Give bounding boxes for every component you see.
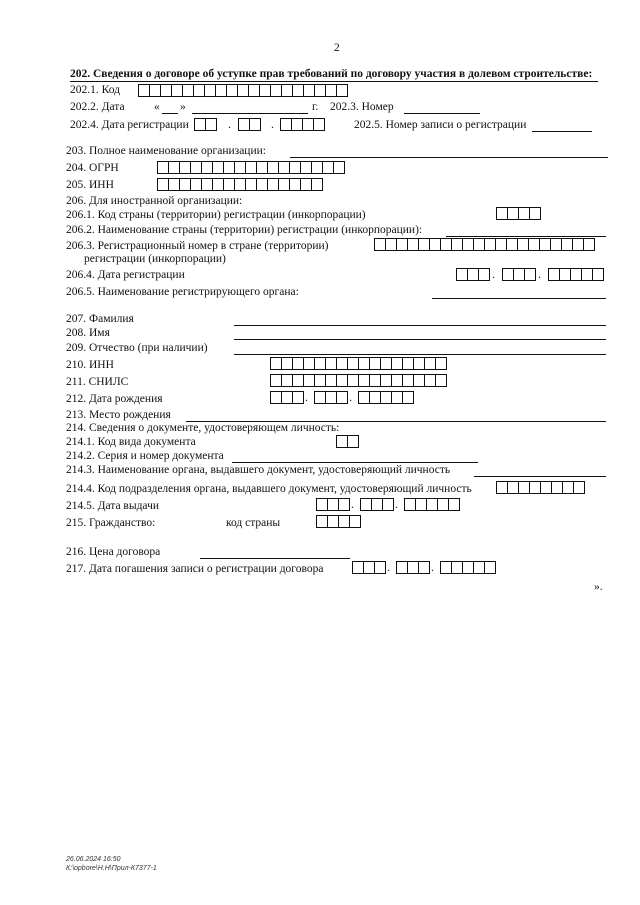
repayment-date-dot-1: .: [387, 560, 390, 574]
snils-label: 211. СНИЛС: [66, 376, 129, 388]
first-name-label: 208. Имя: [66, 327, 110, 339]
issue-date-label: 214.5. Дата выдачи: [66, 500, 160, 512]
page-number: 2: [334, 42, 340, 54]
contract-price-label: 216. Цена договора: [66, 546, 161, 558]
birth-date-day-cells[interactable]: [270, 391, 304, 404]
doc-series-number-label: 214.2. Серия и номер документа: [66, 450, 224, 462]
country-code-label: 206.1. Код страны (территории) регистрации (инкорпорации): [66, 209, 366, 221]
contract-code-cells[interactable]: [138, 84, 348, 97]
issuer-code-cells[interactable]: [496, 481, 585, 494]
issuer-name-label: 214.3. Наименование органа, выдавшего документ, удостоверяющий личность: [66, 464, 451, 476]
reg-date-month-cells[interactable]: [238, 118, 261, 131]
birth-place-label: 213. Место рождения: [66, 409, 171, 421]
issue-date-month-cells[interactable]: [360, 498, 394, 511]
org-full-name-label: 203. Полное наименование организации:: [66, 145, 266, 157]
issue-date-year-cells[interactable]: [404, 498, 460, 511]
closing-quote-mark: ».: [594, 581, 603, 593]
reg-date-day-cells[interactable]: [194, 118, 217, 131]
contract-number-line[interactable]: [404, 113, 480, 114]
surname-line[interactable]: [234, 325, 606, 326]
person-inn-cells[interactable]: [270, 357, 447, 370]
country-name-line[interactable]: [446, 236, 606, 237]
contract-code-label: 202.1. Код: [70, 84, 120, 96]
ogrn-cells[interactable]: [157, 161, 345, 174]
doc-type-code-cells[interactable]: [336, 435, 359, 448]
foreign-reg-date-dot-1: .: [492, 267, 495, 281]
footer-doc-ref: К:\opbore\Н.Н\Прил-К7377-1: [66, 865, 157, 872]
citizenship-country-code-cells[interactable]: [316, 515, 361, 528]
patronymic-line[interactable]: [234, 354, 606, 355]
org-full-name-line[interactable]: [290, 157, 608, 158]
foreign-reg-date-dot-2: .: [538, 267, 541, 281]
doc-type-code-label: 214.1. Код вида документа: [66, 436, 196, 448]
person-inn-label: 210. ИНН: [66, 359, 114, 371]
repayment-date-month-cells[interactable]: [396, 561, 430, 574]
issue-date-day-cells[interactable]: [316, 498, 350, 511]
foreign-reg-date-year-cells[interactable]: [548, 268, 604, 281]
birth-date-month-cells[interactable]: [314, 391, 348, 404]
surname-label: 207. Фамилия: [66, 313, 134, 325]
repayment-date-dot-2: .: [431, 560, 434, 574]
snils-cells[interactable]: [270, 374, 447, 387]
issue-date-dot-2: .: [395, 497, 398, 511]
section-202-title-underline: [70, 81, 598, 82]
issuer-name-line[interactable]: [474, 476, 606, 477]
first-name-line[interactable]: [234, 339, 606, 340]
id-doc-label: 214. Сведения о документе, удостоверяющем личность:: [66, 422, 340, 434]
doc-series-number-line[interactable]: [232, 462, 478, 463]
patronymic-label: 209. Отчество (при наличии): [66, 342, 208, 354]
contract-price-line[interactable]: [200, 558, 350, 559]
birth-date-dot-2: .: [349, 390, 352, 404]
birth-date-label: 212. Дата рождения: [66, 393, 163, 405]
reg-authority-line[interactable]: [432, 298, 606, 299]
birth-date-dot-1: .: [305, 390, 308, 404]
org-inn-label: 205. ИНН: [66, 179, 114, 191]
reg-record-number-line[interactable]: [532, 131, 592, 132]
reg-date-dot-1: .: [228, 117, 231, 131]
date-year-suffix: г.: [312, 101, 319, 113]
contract-date-label: 202.2. Дата: [70, 101, 125, 113]
reg-date-year-cells[interactable]: [280, 118, 325, 131]
footer-timestamp: 26.06.2024 16:50: [66, 856, 121, 863]
repayment-date-year-cells[interactable]: [440, 561, 496, 574]
country-code-cells[interactable]: [496, 207, 541, 220]
issuer-code-label: 214.4. Код подразделения органа, выдавшего документ, удостоверяющий личность: [66, 483, 472, 495]
country-name-label: 206.2. Наименование страны (территории) регистрации (инкорпорации):: [66, 224, 423, 236]
birth-date-year-cells[interactable]: [358, 391, 414, 404]
issue-date-dot-1: .: [351, 497, 354, 511]
date-month-year-line[interactable]: [192, 113, 308, 114]
citizenship-label: 215. Гражданство:: [66, 517, 156, 529]
foreign-reg-number-cells[interactable]: [374, 238, 595, 251]
foreign-org-label: 206. Для иностранной организации:: [66, 195, 243, 207]
foreign-reg-date-day-cells[interactable]: [456, 268, 490, 281]
repayment-date-label: 217. Дата погашения записи о регистрации договора: [66, 563, 324, 575]
contract-number-label: 202.3. Номер: [330, 101, 394, 113]
date-quote-close: »: [180, 101, 186, 113]
org-inn-cells[interactable]: [157, 178, 323, 191]
foreign-reg-date-label: 206.4. Дата регистрации: [66, 269, 185, 281]
foreign-reg-date-month-cells[interactable]: [502, 268, 536, 281]
reg-date-dot-2: .: [271, 117, 274, 131]
reg-record-number-label: 202.5. Номер записи о регистрации: [354, 119, 527, 131]
section-202-title: 202. Сведения о договоре об уступке прав требований по договору участия в долевом строительстве:: [70, 68, 593, 80]
foreign-reg-number-label-1: 206.3. Регистрационный номер в стране (территории): [66, 240, 329, 252]
date-quote-open: «: [154, 101, 160, 113]
citizenship-country-code-label: код страны: [226, 517, 281, 529]
reg-authority-label: 206.5. Наименование регистрирующего органа:: [66, 286, 299, 298]
date-day-line[interactable]: [162, 113, 178, 114]
ogrn-label: 204. ОГРН: [66, 162, 119, 174]
foreign-reg-number-label-2: регистрации (инкорпорации): [84, 253, 226, 265]
reg-date-label: 202.4. Дата регистрации: [70, 119, 189, 131]
repayment-date-day-cells[interactable]: [352, 561, 386, 574]
